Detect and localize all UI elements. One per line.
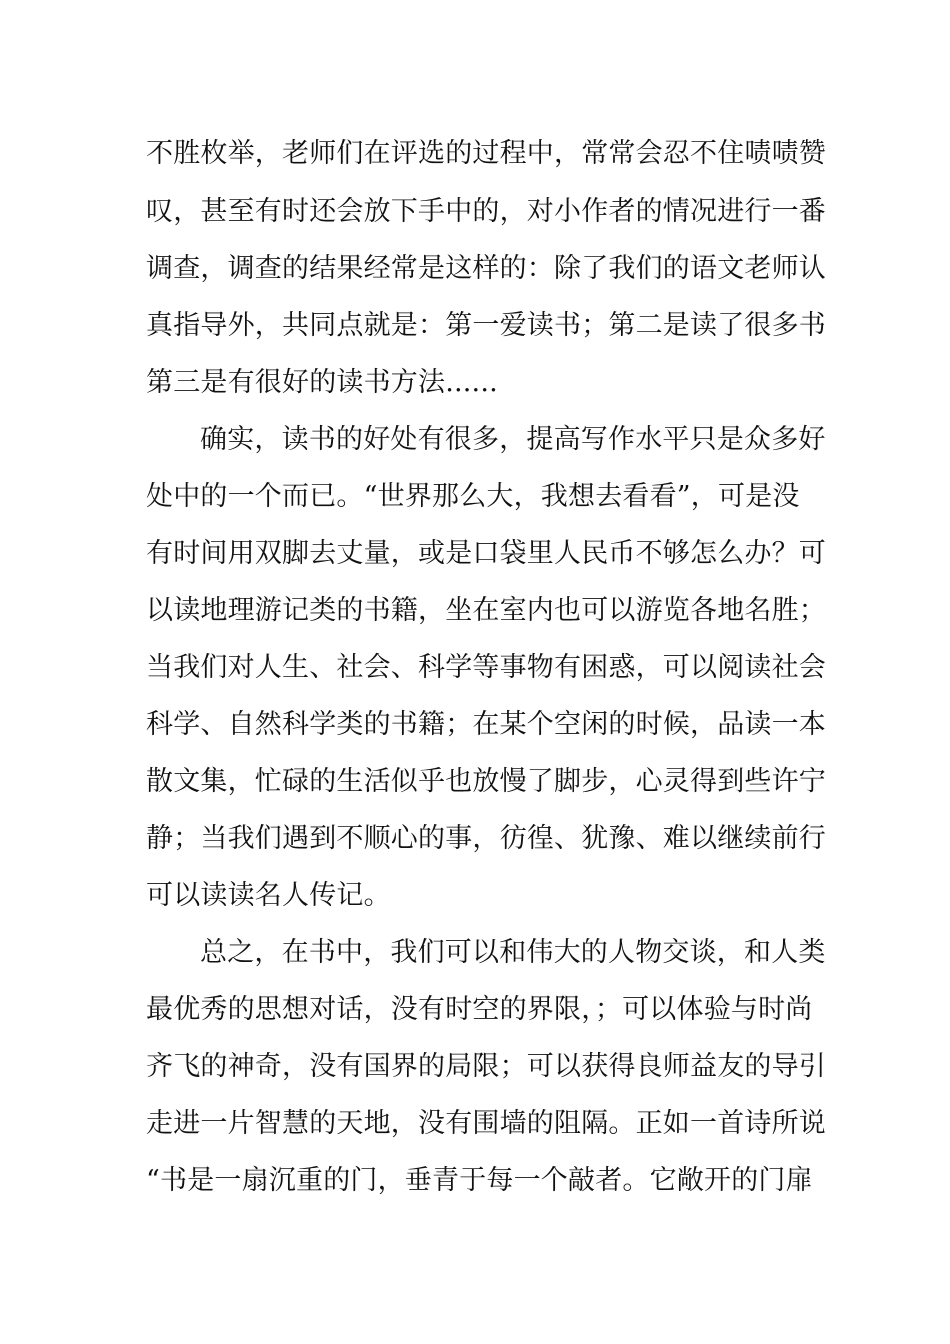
paragraph-first-line: 确实，读书的好处有很多，提高写作水平只是众多好 xyxy=(200,424,826,455)
text-line: 叹，甚至有时还会放下手中的，对小作者的情况进行一番 xyxy=(146,196,826,227)
text-line: 当我们对人生、社会、科学等事物有困惑，可以阅读社会 xyxy=(146,652,826,683)
text-line: 调查，调查的结果经常是这样的：除了我们的语文老师认 xyxy=(146,253,826,284)
text-line: 最优秀的思想对话，没有时空的界限，；可以体验与时尚 xyxy=(146,994,813,1025)
text-line: 以读地理游记类的书籍，坐在室内也可以游览各地名胜； xyxy=(146,595,826,626)
text-line: 第三是有很好的读书方法...... xyxy=(146,367,498,398)
text-line: 有时间用双脚去丈量，或是口袋里人民币不够怎么办？可 xyxy=(146,538,826,569)
text-line: 走进一片智慧的天地，没有围墙的阻隔。正如一首诗所说 xyxy=(146,1108,826,1139)
text-line: 真指导外，共同点就是：第一爱读书；第二是读了很多书 xyxy=(146,310,826,341)
text-line: 可以读读名人传记。 xyxy=(146,880,391,911)
paragraph-first-line: 总之，在书中，我们可以和伟大的人物交谈，和人类 xyxy=(200,937,826,968)
text-line: 齐飞的神奇，没有国界的局限；可以获得良师益友的导引 xyxy=(146,1051,826,1082)
text-line: “书是一扇沉重的门，垂青于每一个敲者。它敞开的门扉 xyxy=(146,1165,813,1196)
text-line: 静；当我们遇到不顺心的事，彷徨、犹豫、难以继续前行 xyxy=(146,823,826,854)
text-line: 科学、自然科学类的书籍；在某个空闲的时候，品读一本 xyxy=(146,709,826,740)
text-line: 处中的一个而已。“世界那么大，我想去看看”，可是没 xyxy=(146,481,800,512)
text-line: 散文集，忙碌的生活似乎也放慢了脚步，心灵得到些许宁 xyxy=(146,766,826,797)
text-line: 不胜枚举，老师们在评选的过程中，常常会忍不住啧啧赞 xyxy=(146,138,826,169)
